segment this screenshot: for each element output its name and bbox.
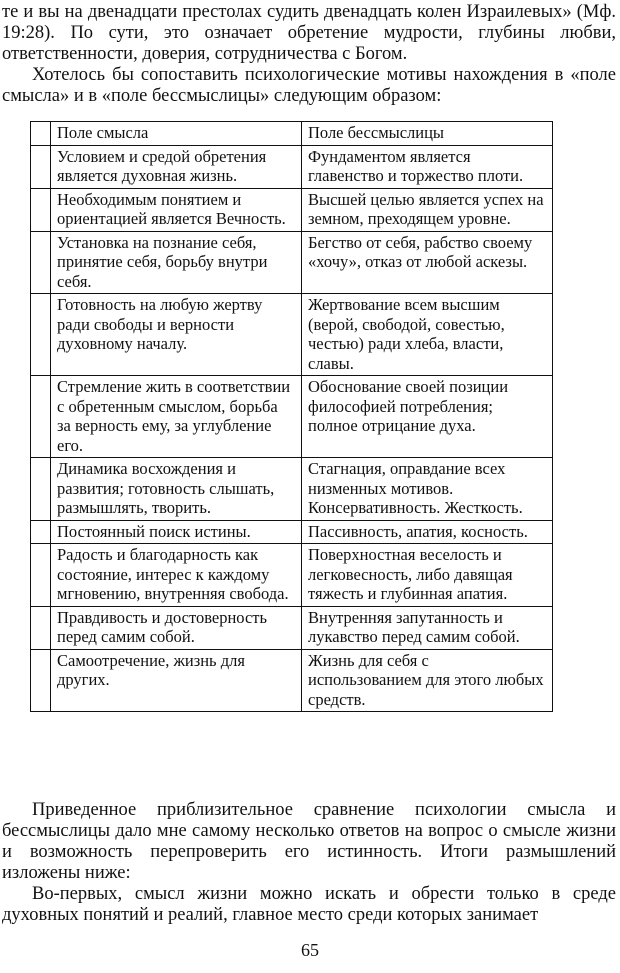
outro-paragraph-1: Приведенное приблизительное сравнение психологии смысла и бессмыслицы дало мне самому несколько ответов на вопрос о смысле жизни и возможность перепроверить его истинность. Итоги размышлений изложены ниже: bbox=[2, 800, 616, 883]
table-header-row bbox=[31, 122, 553, 146]
index-cell bbox=[31, 188, 51, 231]
table-row bbox=[31, 606, 553, 649]
cell-meaning: Установка на познание себя, принятие себя, борьбу внутри себя. bbox=[51, 231, 302, 294]
cell-meaningless: Поверхностная веселость и легковесность, либо давящая тяжесть и глубинная апатия. bbox=[302, 544, 553, 607]
table-row bbox=[31, 458, 553, 521]
page-number: 65 bbox=[301, 940, 319, 960]
cell-meaning: Стремление жить в соответствии с обретенным смыслом, борьба за верность ему, за углубление его. bbox=[51, 376, 302, 458]
cell-meaningless: Фундаментом является главенство и торжество плоти. bbox=[302, 145, 553, 188]
table-row bbox=[31, 188, 553, 231]
cell-meaning: Правдивость и достоверность перед самим собой. bbox=[51, 606, 302, 649]
cell-meaningless: Внутренняя запутанность и лукавство перед самим собой. bbox=[302, 606, 553, 649]
cell-meaning: Постоянный поиск истины. bbox=[51, 520, 302, 544]
header-meaning: Поле смысла bbox=[51, 122, 302, 146]
index-cell bbox=[31, 649, 51, 712]
cell-meaning: Динамика восхождения и развития; готовность слышать, размышлять, творить. bbox=[51, 458, 302, 521]
table-row bbox=[31, 544, 553, 607]
index-cell bbox=[31, 122, 51, 146]
table-row bbox=[31, 376, 553, 458]
header-meaningless: Поле бессмыслицы bbox=[302, 122, 553, 146]
index-cell bbox=[31, 294, 51, 376]
intro-paragraph-2: Хотелось бы сопоставить психологические мотивы нахождения в «поле смысла» и в «поле бессмыслицы» следующим образом: bbox=[2, 65, 616, 106]
cell-meaningless: Жизнь для себя с использованием для этого любых средств. bbox=[302, 649, 553, 712]
cell-meaning: Необходимым понятием и ориентацией является Вечность. bbox=[51, 188, 302, 231]
cell-meaningless: Бегство от себя, рабство своему «хочу», отказ от любой аскезы. bbox=[302, 231, 553, 294]
comparison-table bbox=[30, 121, 553, 712]
cell-meaningless: Жертвование всем высшим (верой, свободой, совестью, честью) ради хлеба, власти, славы. bbox=[302, 294, 553, 376]
index-cell bbox=[31, 544, 51, 607]
cell-meaningless: Стагнация, оправдание всех низменных мотивов. Консервативность. Жесткость. bbox=[302, 458, 553, 521]
table-row bbox=[31, 294, 553, 376]
intro-paragraph-1: те и вы на двенадцати престолах судить двенадцать колен Израилевых» (Мф. 19:28). По сути, это означает обретение мудрости, глубины любви, ответственности, доверия, сотрудничества с Богом. bbox=[2, 2, 616, 64]
cell-meaningless: Пассивность, апатия, косность. bbox=[302, 520, 553, 544]
cell-meaningless: Обоснование своей позиции философией потребления; полное отрицание духа. bbox=[302, 376, 553, 458]
table-row bbox=[31, 649, 553, 712]
table-row bbox=[31, 231, 553, 294]
cell-meaning: Условием и средой обретения является духовная жизнь. bbox=[51, 145, 302, 188]
table-row bbox=[31, 520, 553, 544]
table-row bbox=[31, 145, 553, 188]
intro-text bbox=[2, 2, 616, 107]
index-cell bbox=[31, 458, 51, 521]
index-cell bbox=[31, 231, 51, 294]
index-cell bbox=[31, 145, 51, 188]
cell-meaning: Самоотречение, жизнь для других. bbox=[51, 649, 302, 712]
cell-meaningless: Высшей целью является успех на земном, преходящем уровне. bbox=[302, 188, 553, 231]
outro-paragraph-2: Во-первых, смысл жизни можно искать и обрести только в среде духовных понятий и реалий, главное место среди которых занимает bbox=[2, 884, 616, 925]
cell-meaning: Готовность на любую жертву ради свободы и верности духовному началу. bbox=[51, 294, 302, 376]
cell-meaning: Радость и благодарность как состояние, интерес к каждому мгновению, внутренняя свобода. bbox=[51, 544, 302, 607]
index-cell bbox=[31, 520, 51, 544]
outro-text bbox=[2, 800, 616, 926]
index-cell bbox=[31, 606, 51, 649]
index-cell bbox=[31, 376, 51, 458]
